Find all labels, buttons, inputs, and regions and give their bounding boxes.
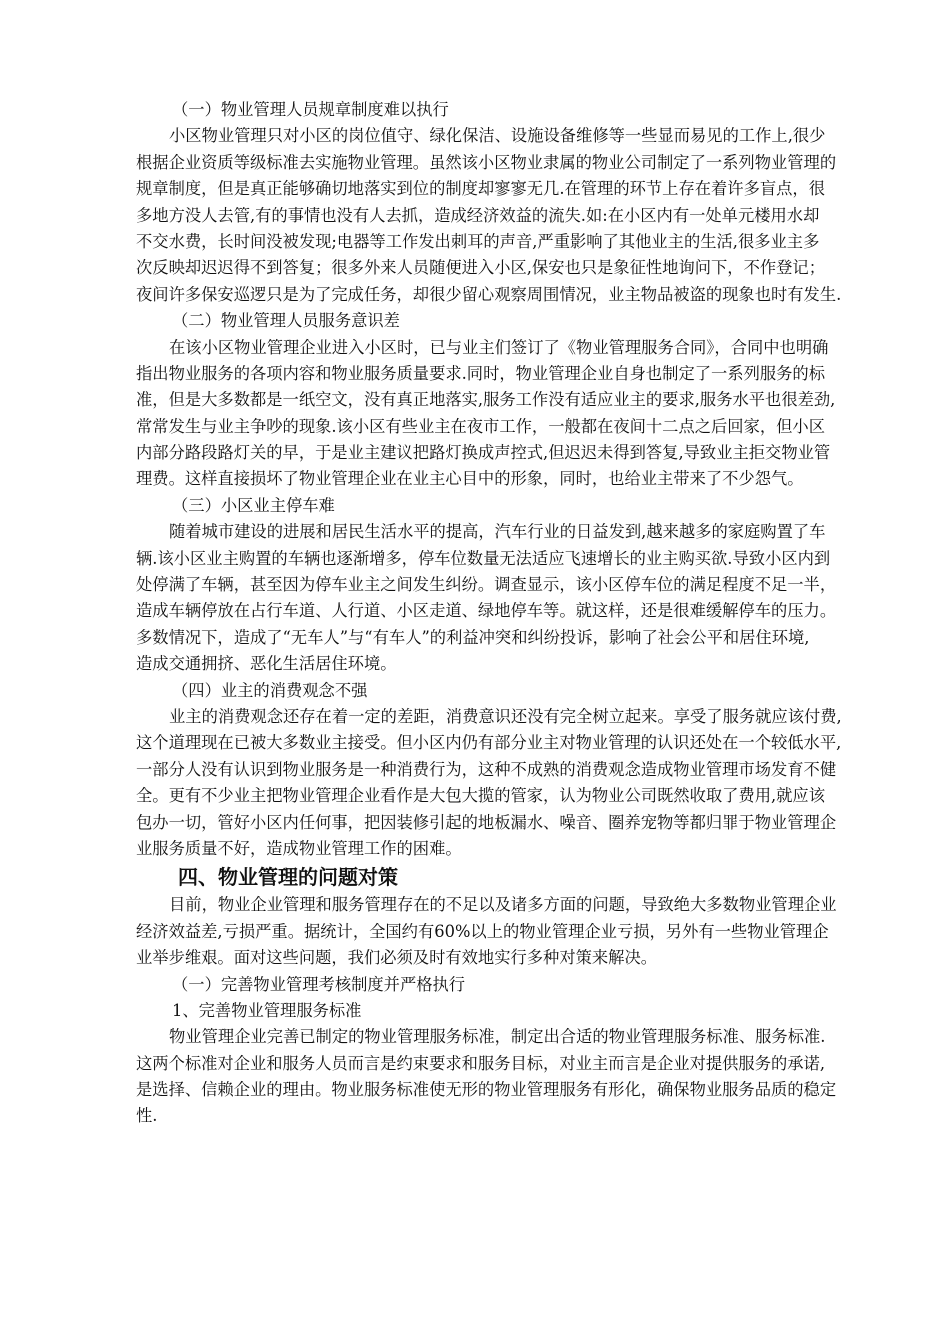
paragraph-line: 业举步维艰。面对这些问题，我们必须及时有效地实行多种对策来解决。 — [136, 948, 658, 968]
paragraph-line: 夜间许多保安巡逻只是为了完成任务，却很少留心观察周围情况，业主物品被盗的现象也时有发生. — [136, 284, 842, 304]
paragraph-line: 这个道理现在已被大多数业主接受。但小区内仍有部分业主对物业管理的认识还处在一个较低水平, — [136, 733, 842, 753]
item-title: 1、完善物业管理服务标准 — [172, 1000, 362, 1020]
chapter-title: 四、物业管理的问题对策 — [178, 865, 398, 890]
paragraph-line: 不交水费，长时间没被发现;电器等工作发出刺耳的声音,严重影响了其他业主的生活,很多业主多 — [136, 231, 820, 251]
paragraph-line: 常常发生与业主争吵的现象.该小区有些业主在夜市工作，一般都在夜间十二点之后回家，但小区 — [136, 416, 825, 436]
paragraph-line: 一部分人没有认识到物业服务是一种消费行为，这种不成熟的消费观念造成物业管理市场发育不健 — [136, 759, 837, 779]
paragraph-line: 物业管理企业完善已制定的物业管理服务标准，制定出合适的物业管理服务标准、服务标准. — [169, 1027, 826, 1047]
paragraph-line: 指出物业服务的各项内容和物业服务质量要求.同时，物业管理企业自身也制定了一系列服务的标 — [136, 363, 825, 383]
section-heading: （一）完善物业管理考核制度并严格执行 — [172, 974, 466, 994]
paragraph-line: 理费。这样直接损坏了物业管理企业在业主心目中的形象，同时，也给业主带来了不少怨气。 — [136, 469, 804, 489]
paragraph-line: 在该小区物业管理企业进入小区时，已与业主们签订了《物业管理服务合同》，合同中也明确 — [169, 337, 829, 357]
paragraph-line: 准，但是大多数都是一纸空文，没有真正地落实,服务工作没有适应业主的要求,服务水平也很差劲, — [136, 390, 836, 410]
paragraph-line: 性. — [136, 1106, 158, 1126]
section-heading: （三）小区业主停车难 — [172, 495, 335, 515]
paragraph-line: 内部分路段路灯关的早，于是业主建议把路灯换成声控式,但迟迟未得到答复,导致业主拒交物业管 — [136, 443, 831, 463]
paragraph-line: 辆.该小区业主购置的车辆也逐渐增多，停车位数量无法适应飞速增长的业主购买欲.导致小区内到 — [136, 548, 831, 568]
paragraph-line: 随着城市建设的进展和居民生活水平的提高，汽车行业的日益发到,越来越多的家庭购置了车 — [169, 522, 826, 542]
section-heading: （四）业主的消费观念不强 — [172, 680, 368, 700]
section-heading: （二）物业管理人员服务意识差 — [172, 311, 400, 331]
paragraph-line: 处停满了车辆，甚至因为停车业主之间发生纠纷。调查显示，该小区停车位的满足程度不足一半， — [136, 575, 837, 595]
paragraph-line: 全。更有不少业主把物业管理企业看作是大包大揽的管家，认为物业公司既然收取了费用,就应该 — [136, 786, 825, 806]
paragraph-line: 规章制度，但是真正能够确切地落实到位的制度却寥寥无几.在管理的环节上存在着许多盲点，很 — [136, 179, 825, 199]
paragraph-line: 包办一切，管好小区内任何事，把因装修引起的地板漏水、噪音、圈养宠物等都归罪于物业管理企 — [136, 812, 837, 832]
paragraph-line: 小区物业管理只对小区的岗位值守、绿化保洁、设施设备维修等一些显而易见的工作上,很少 — [169, 126, 826, 146]
paragraph-line: 目前，物业企业管理和服务管理存在的不足以及诸多方面的问题，导致绝大多数物业管理企业 — [169, 895, 837, 915]
paragraph-line: 次反映却迟迟得不到答复；很多外来人员随便进入小区,保安也只是象征性地询问下，不作登记； — [136, 258, 825, 278]
paragraph-line: 业服务质量不好，造成物业管理工作的困难。 — [136, 838, 462, 858]
paragraph-line: 造成交通拥挤、恶化生活居住环境。 — [136, 654, 397, 674]
paragraph-line: 造成车辆停放在占行车道、人行道、小区走道、绿地停车等。就这样，还是很难缓解停车的压力。 — [136, 601, 837, 621]
section-heading: （一）物业管理人员规章制度难以执行 — [172, 100, 449, 119]
paragraph-line: 多数情况下，造成了“无车人”与“有车人”的利益冲突和纠纷投诉，影响了社会公平和居住环境, — [136, 627, 810, 647]
paragraph-line: 这两个标准对企业和服务人员而言是约束要求和服务目标，对业主而言是企业对提供服务的承诺, — [136, 1053, 825, 1073]
document-body — [136, 97, 860, 1130]
paragraph-line: 经济效益差,亏损严重。据统计，全国约有60%以上的物业管理企业亏损，另外有一些物业管理企 — [136, 921, 829, 941]
paragraph-line: 多地方没人去管,有的事情也没有人去抓，造成经济效益的流失.如:在小区内有一处单元楼用水却 — [136, 205, 820, 225]
paragraph-line: 根据企业资质等级标准去实施物业管理。虽然该小区物业隶属的物业公司制定了一系列物业管理的 — [136, 152, 837, 172]
paragraph-line: 业主的消费观念还存在着一定的差距，消费意识还没有完全树立起来。享受了服务就应该付费, — [169, 706, 842, 726]
paragraph-line: 是选择、信赖企业的理由。物业服务标准使无形的物业管理服务有形化，确保物业服务品质的稳定 — [136, 1080, 837, 1100]
